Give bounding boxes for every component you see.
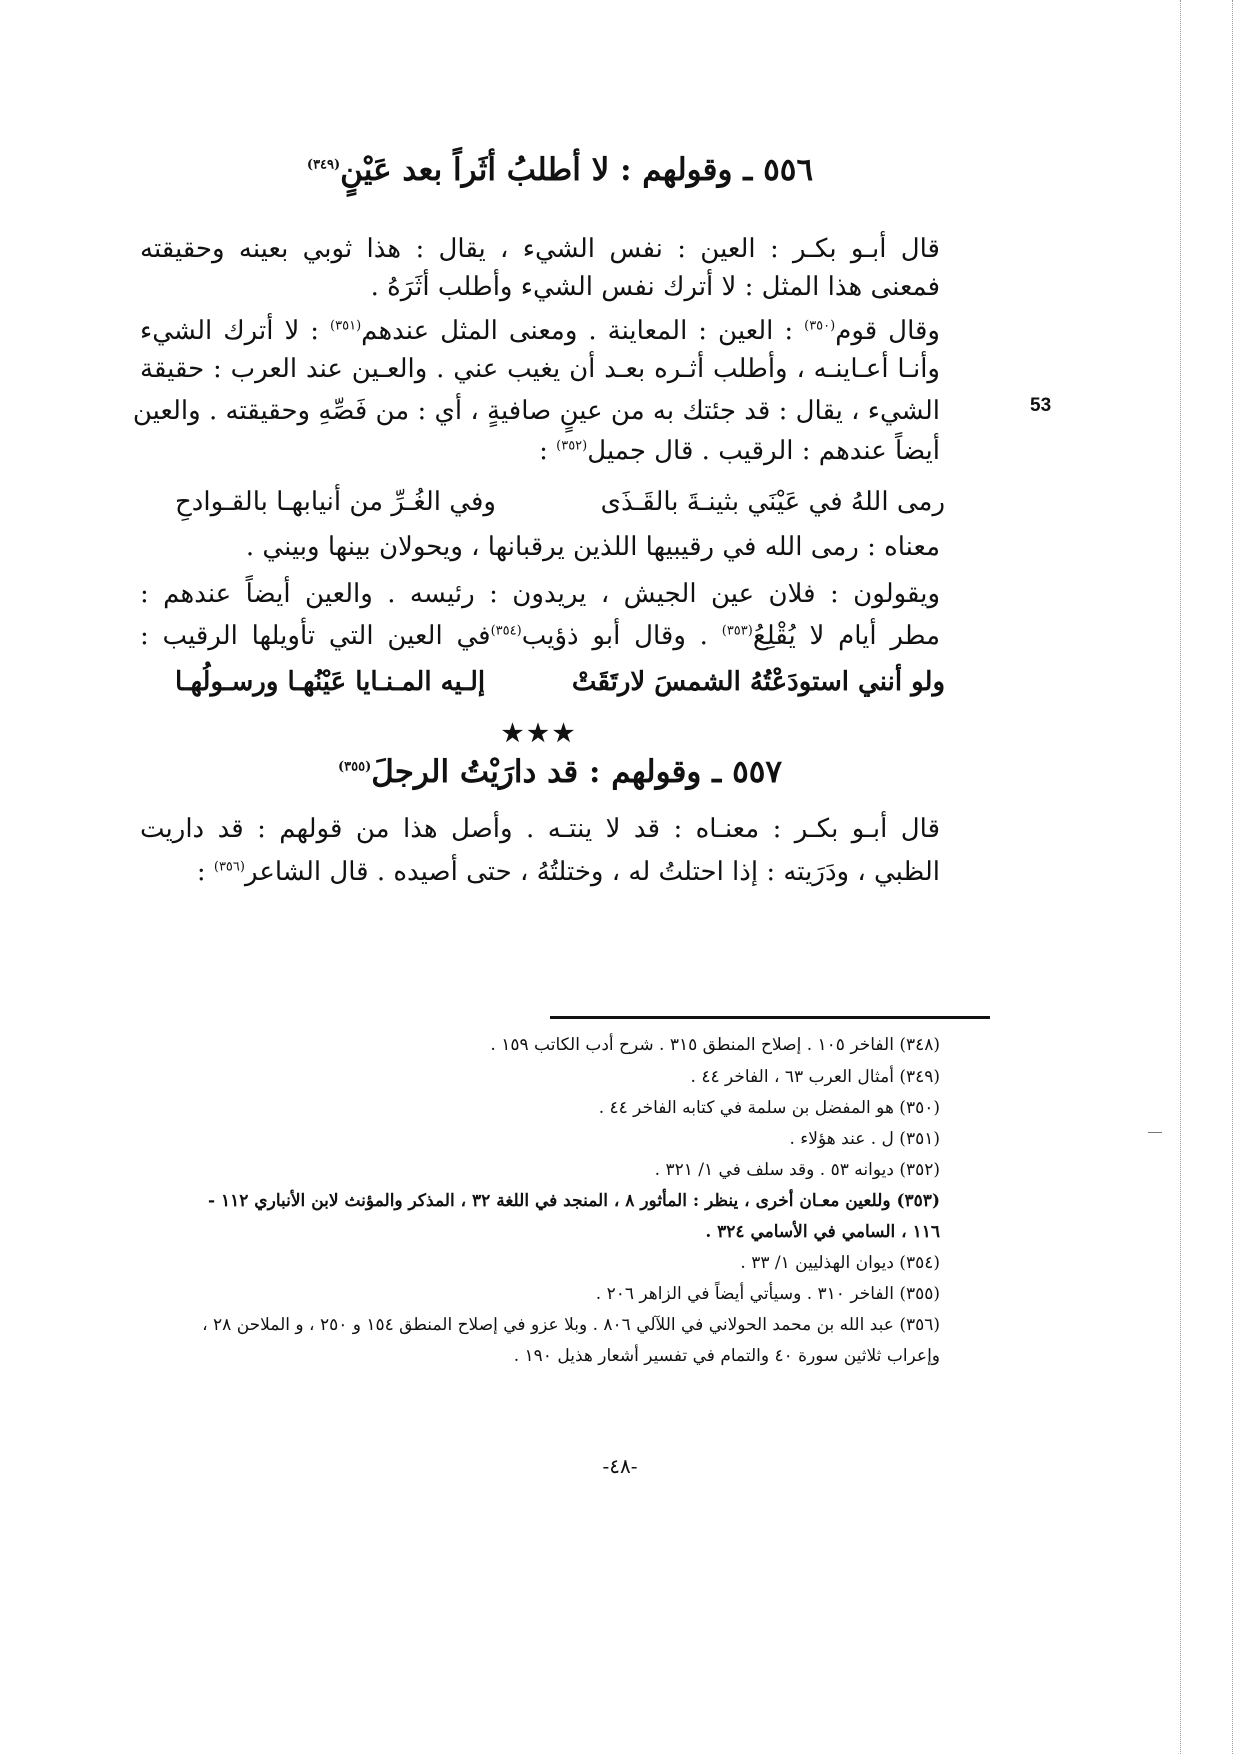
footnote-ref: (٣٥١) (330, 318, 362, 334)
footnote-ref: (٣٤٩) (306, 157, 341, 173)
verse-first-hemistich: ولو أنني استودَعْتُهُ الشمسَ لارتَقَتْ (571, 667, 945, 697)
footnote: وإعراب ثلاثين سورة ٤٠ والتمام في تفسير أشعار هذيل ١٩٠ . (513, 1346, 940, 1366)
footnote-ref: (٣٥٣) (721, 623, 753, 639)
footnote: (٣٥٦) عبد الله بن محمد الحولاني في اللآلي ٨٠٦ . وبلا عزو في إصلاح المنطق ١٥٤ و ٢٥٠ ، و الملاحن ٢٨ ، (202, 1315, 940, 1335)
section-heading-556: ٥٥٦ ـ وقولهم : لا أطلبُ أثَراً بعد عَيْنٍ$^{(٣٤٩)}$ (306, 152, 814, 188)
margin-page-number: 53 (1030, 395, 1052, 416)
section-separator-stars: ★★★ (501, 718, 579, 747)
text-line: الظبي ، ودَرَيته : إذا احتلتُ له ، وختلتُهُ ، حتى أصيده . قال الشاعر$^{(٣٥٦)}$ : (196, 857, 940, 887)
text-line: مطر أيام لا يُقْلِعُ$^{(٣٥٣)}$ . وقال أبو ذؤيب$^{(٣٥٤)}$في العين التي تأويلها الرقيب : (140, 621, 940, 651)
footnote: (٣٥٤) ديوان الهذليين ١/ ٣٣ . (740, 1253, 940, 1273)
scan-edge-line (1180, 0, 1181, 1754)
text-line: وأنـا أعـاينـه ، وأطلب أثـره بعـد أن يغيب عني . والعـين عند العرب : حقيقة (140, 354, 940, 384)
footnote-ref: (٣٥٢) (556, 438, 588, 454)
text-line: قال أبـو بكـر : العين : نفس الشيء ، يقال : هذا ثوبي بعينه وحقيقته (140, 234, 940, 264)
text-line: قال أبـو بكـر : معنـاه : قد لا ينتـه . وأصل هذا من قولهم : قد داريت (140, 814, 940, 844)
page-number: -٤٨- (602, 1454, 638, 1478)
footnote-divider (550, 1016, 990, 1019)
section-heading-557: ٥٥٧ ـ وقولهم : قد دارَيْتُ الرجلَ$^{(٣٥٥)}$ (337, 754, 783, 790)
footnote: (٣٤٩) أمثال العرب ٦٣ ، الفاخر ٤٤ . (690, 1067, 940, 1087)
footnote: ١١٦ ، السامي في الأسامي ٣٢٤ . (705, 1222, 940, 1242)
footnote: (٣٥٢) ديوانه ٥٣ . وقد سلف في ١/ ٣٢١ . (654, 1160, 940, 1180)
scan-edge-line (1232, 0, 1233, 1754)
footnote: (٣٥١) ل . عند هؤلاء . (789, 1129, 940, 1149)
footnote: (٣٤٨) الفاخر ١٠٥ . إصلاح المنطق ٣١٥ . شرح أدب الكاتب ١٥٩ . (490, 1035, 940, 1055)
verse-second-hemistich: إلـيه المـنـايا عَيْنُهـا ورسـولُهـا (175, 667, 486, 697)
footnote: (٣٥٥) الفاخر ٣١٠ . وسيأتي أيضاً في الزاهر ٢٠٦ . (595, 1284, 940, 1304)
verse-second-hemistich: وفي الغُـرِّ من أنيابهـا بالقـوادحِ (175, 487, 496, 517)
footnote-ref: (٣٥٥) (337, 759, 372, 775)
text-line: أيضاً عندهم : الرقيب . قال جميل$^{(٣٥٢)}$ : (539, 436, 940, 466)
text-line: معناه : رمى الله في رقيبيها اللذين يرقبانها ، ويحولان بينها وبيني . (245, 532, 940, 562)
footnote-ref: (٣٥٦) (213, 859, 245, 875)
scan-mark (1148, 1132, 1162, 1133)
text-line: ويقولون : فلان عين الجيش ، يريدون : رئيسه . والعين أيضاً عندهم : (140, 579, 940, 609)
footnote: (٣٥٠) هو المفضل بن سلمة في كتابه الفاخر ٤٤ . (598, 1098, 940, 1118)
text-line: فمعنى هذا المثل : لا أترك نفس الشيء وأطلب أثَرَهُ . (370, 272, 940, 302)
verse-abu-dhuayb (175, 662, 945, 702)
text-line: وقال قوم$^{(٣٥٠)}$ : العين : المعاينة . ومعنى المثل عندهم$^{(٣٥١)}$ : لا أترك الشيء (140, 316, 940, 346)
footnote-ref: (٣٥٤) (490, 623, 522, 639)
footnote-ref: (٣٥٠) (804, 318, 836, 334)
footnote: (٣٥٣) وللعين معـان أخرى ، ينظر : المأثور ٨ ، المنجد في اللغة ٣٢ ، المذكر والمؤنث لابن الأنباري ١١٢ - (208, 1191, 940, 1211)
verse-first-hemistich: رمى اللهُ في عَيْنَي بثينـةَ بالقَـذَى (600, 487, 945, 517)
text-line: الشيء ، يقال : قد جئتك به من عينٍ صافيةٍ ، أي : من فَصِّهِ وحقيقته . والعين (132, 396, 940, 426)
verse-jamil (175, 482, 945, 522)
